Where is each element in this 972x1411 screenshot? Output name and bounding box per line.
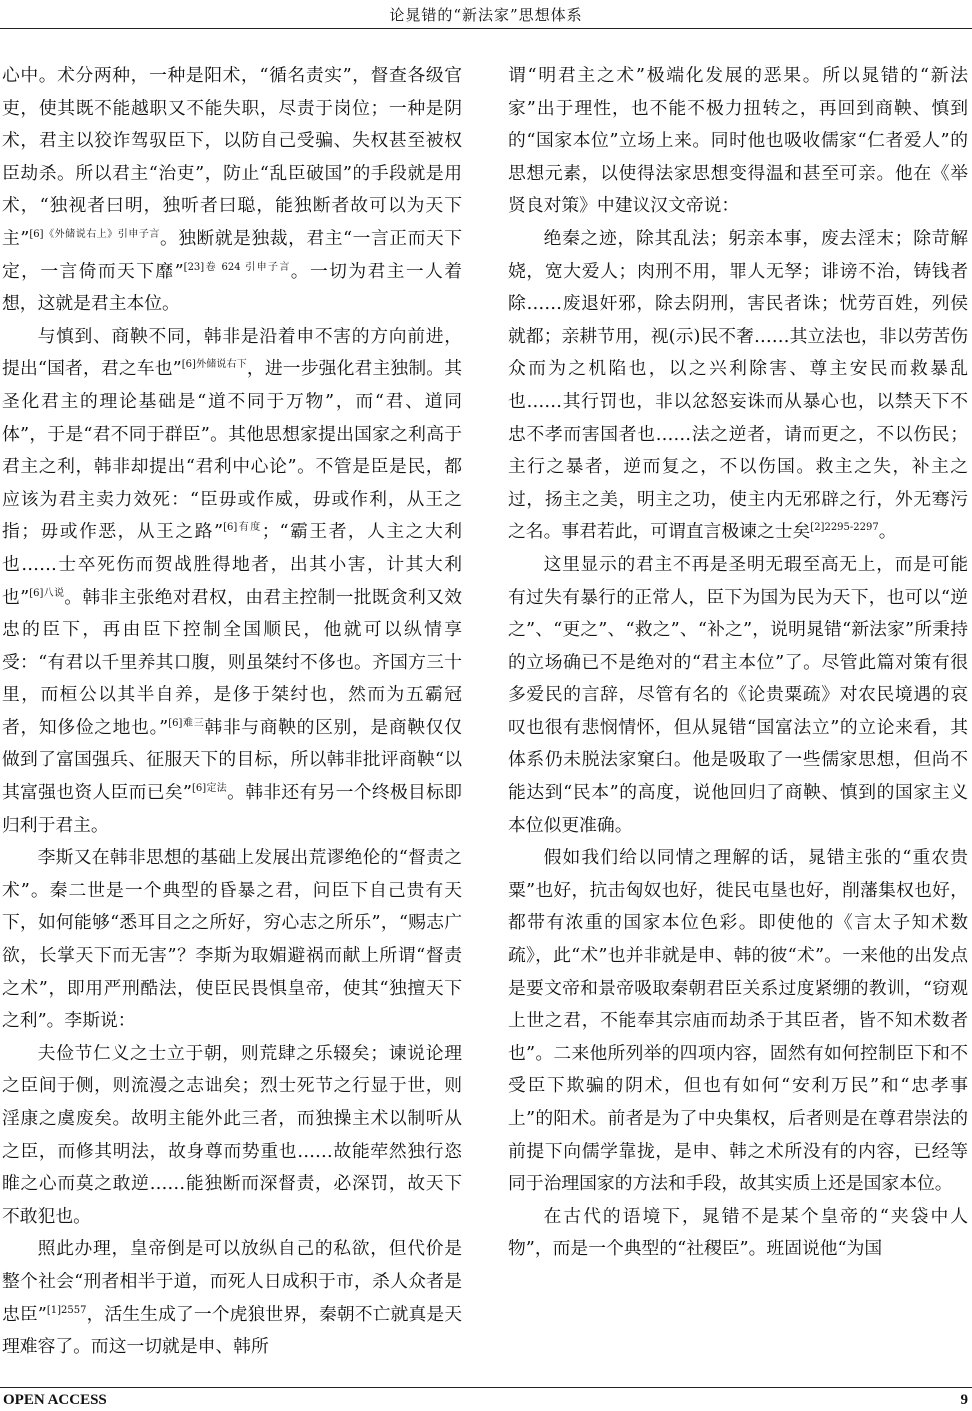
text: 。韩非还有另一个终极目标即归利于君主。 [2, 782, 462, 836]
text: 绝秦之迹，除其乱法；躬亲本事，废去淫末；除苛解娆，宽大爱人；肉刑不用，罪人无孥；诽谤不治，铸钱者除……废退奸邪，除去阴刑，害民者诛；忧劳百姓，列侯就都；亲耕节用，视(示)民不奢……其立法也，非以劳苦伤众而为之机陷也，以之兴利除害、尊主安民而救暴乱也……其行罚也，非以忿怒妄诛而从暴心也，以禁天下不忠不孝而害国者也……法之逆者，请而更之，不以伤民；主行之暴者，逆而复之，不以伤国。救主之失，补主之过，扬主之美，明主之功，使主内无邪辟之行，外无骞污之名。事君若此，可谓直言极谏之士矣 [508, 227, 968, 543]
text: 韩非与商鞅的区别，是商鞅仅仅做到了富国强兵、征服天下的目标，所以韩非批评商鞅“以其富强也资人臣而已矣” [2, 716, 462, 804]
right-column [508, 60, 968, 1380]
citation: [6]定法 [192, 783, 228, 795]
citation: [6]有度 [223, 522, 262, 534]
citation: [23]卷 624 引申子言 [183, 261, 291, 273]
page-number: 9 [960, 1392, 968, 1408]
citation: [6]《外储说右上》引申子言 [29, 228, 160, 240]
text: 。独断就是独裁，君主“一言正而天下定，一言倚而天下靡” [2, 227, 462, 282]
left-column [2, 60, 462, 1380]
paragraph [508, 842, 968, 1201]
citation: [1]2557 [46, 1304, 87, 1316]
block-quote [508, 223, 968, 549]
text: 假如我们给以同情之理解的话，晁错主张的“重农贵粟”也好，抗击匈奴也好，徙民屯垦也好，削藩集权也好，都带有浓重的国家本位色彩。即使他的《言太子知术数疏》，此“术”也并非就是申、韩的彼“术”。一来他的出发点是要文帝和景帝吸取秦朝君臣关系过度紧绷的教训，“窃观上世之君，不能奉其宗庙而劫杀于其臣者，皆不知术数者也”。二来他所列举的四项内容，固然有如何控制臣下和不受臣下欺骗的阴术，但也有如何“安利万民”和“忠孝事上”的阳术。前者是为了中央集权，后者则是在尊君崇法的前提下向儒学靠拢，是申、韩之术所没有的内容，已经等同于治理国家的方法和手段，故其实质上还是国家本位。 [508, 847, 968, 1195]
paragraph [2, 321, 462, 843]
paragraph [508, 549, 968, 842]
text: 夫俭节仁义之士立于朝，则荒肆之乐辍矣；谏说论理之臣间于侧，则流漫之志诎矣；烈士死节之行显于世，则淫康之虞废矣。故明主能外此三者，而独操主术以制听从之臣，而修其明法，故身尊而势重也……故能荦然独行恣睢之心而莫之敢逆……能独断而深督责，必深罚，故天下不敢犯也。 [2, 1042, 462, 1227]
text: 。 [878, 521, 897, 543]
text: 这里显示的君主不再是圣明无瑕至高无上，而是可能有过失有暴行的正常人，臣下为国为民为天下，也可以“逆之”、“更之”、“救之”、“补之”，说明晁错“新法家”所秉持的立场确已不是绝对的“君主本位”了。尽管此篇对策有很多爱民的言辞，尽管有名的《论贵粟疏》对农民境遇的哀叹也很有悲悯情怀，但从晁错“国富法立”的立论来看，其体系仍未脱法家窠臼。他是吸取了一些儒家思想，但尚不能达到“民本”的高度，说他回归了商鞅、慎到的国家主义本位似更准确。 [508, 553, 968, 836]
text: 在古代的语境下，晁错不是某个皇帝的“夹袋中人物”，而是一个典型的“社稷臣”。班固说他“为国 [508, 1205, 968, 1260]
text: 与慎到、商鞅不同，韩非是沿着申不害的方向前进，提出“国者，君之车也” [2, 325, 462, 380]
citation: [6]八说 [29, 587, 65, 599]
paragraph [508, 1201, 968, 1266]
text: ，活生生成了一个虎狼世界，秦朝不亡就真是天理难容了。而这一切就是申、韩所 [2, 1303, 462, 1358]
text: 照此办理，皇帝倒是可以放纵自己的私欲，但代价是整个社会“刑者相半于道，而死人日成积于市，杀人众者是忠臣” [2, 1238, 462, 1325]
text: 。韩非主张绝对君权，由君主控制一批既贪利又效忠的臣下，再由臣下控制全国顺民，他就可以纵情享受：“有君以千里养其口腹，则虽桀纣不侈也。齐国方三十里，而桓公以其半自养，是侈于桀纣也，然而为五霸冠者，知侈俭之地也。” [2, 586, 462, 738]
header-rule [0, 28, 972, 29]
paragraph-continued [2, 60, 462, 321]
block-quote [2, 1038, 462, 1234]
paragraph [2, 842, 462, 1038]
citation: [2]2295-2297 [810, 522, 879, 534]
citation: [6]难三 [168, 717, 205, 729]
text: 。一切为君主一人着想，这就是君主本位。 [2, 260, 462, 315]
text: ；“霸王者，人主之大利也……士卒死伤而贺战胜得地者，出其小害，计其大利也” [2, 521, 462, 608]
running-header: 论晁错的“新法家”思想体系 [389, 6, 583, 24]
text: 心中。术分两种，一种是阳术，“循名责实”，督查各级官吏，使其既不能越职又不能失职，尽责于岗位；一种是阴术，君主以狡诈驾驭臣下，以防自己受骗、失权甚至被权臣劫杀。所以君主“治吏”，防止“乱臣破国”的手段就是用术，“独视者曰明，独听者曰聪，能独断者故可以为天下主” [2, 65, 462, 249]
text: ，进一步强化君主独制。其圣化君主的理论基础是“道不同于万物”，而“君、道同体”，于是“君不同于群臣”。其他思想家提出国家之利高于君主之利，韩非却提出“君利中心论”。不管是臣是民，都应该为君主卖力效死：“臣毋或作威，毋或作利，从王之指；毋或作恶，从王之路” [2, 358, 462, 543]
journal-footer: OPEN ACCESS [3, 1392, 107, 1408]
footer-rule [0, 1387, 972, 1388]
citation: [6]外储说右下 [181, 359, 247, 371]
text: 李斯又在韩非思想的基础上发展出荒谬绝伦的“督责之术”。秦二世是一个典型的昏暴之君，问臣下自己贵有天下，如何能够“悉耳目之之所好，穷心志之所乐”，“赐志广欲，长掌天下而无害”？李斯为取媚避祸而献上所谓“督责之术”，即用严刑酷法，使臣民畏惧皇帝，使其“独擅天下之利”。李斯说： [2, 847, 462, 1032]
paragraph [2, 1233, 462, 1363]
paragraph-continued [508, 60, 968, 223]
text: 谓“明君主之术”极端化发展的恶果。所以晁错的“新法家”出于理性，也不能不极力扭转之，再回到商鞅、慎到的“国家本位”立场上来。同时他也吸收儒家“仁者爱人”的思想元素，以使得法家思想变得温和甚至可亲。他在《举贤良对策》中建议汉文帝说： [508, 65, 968, 217]
